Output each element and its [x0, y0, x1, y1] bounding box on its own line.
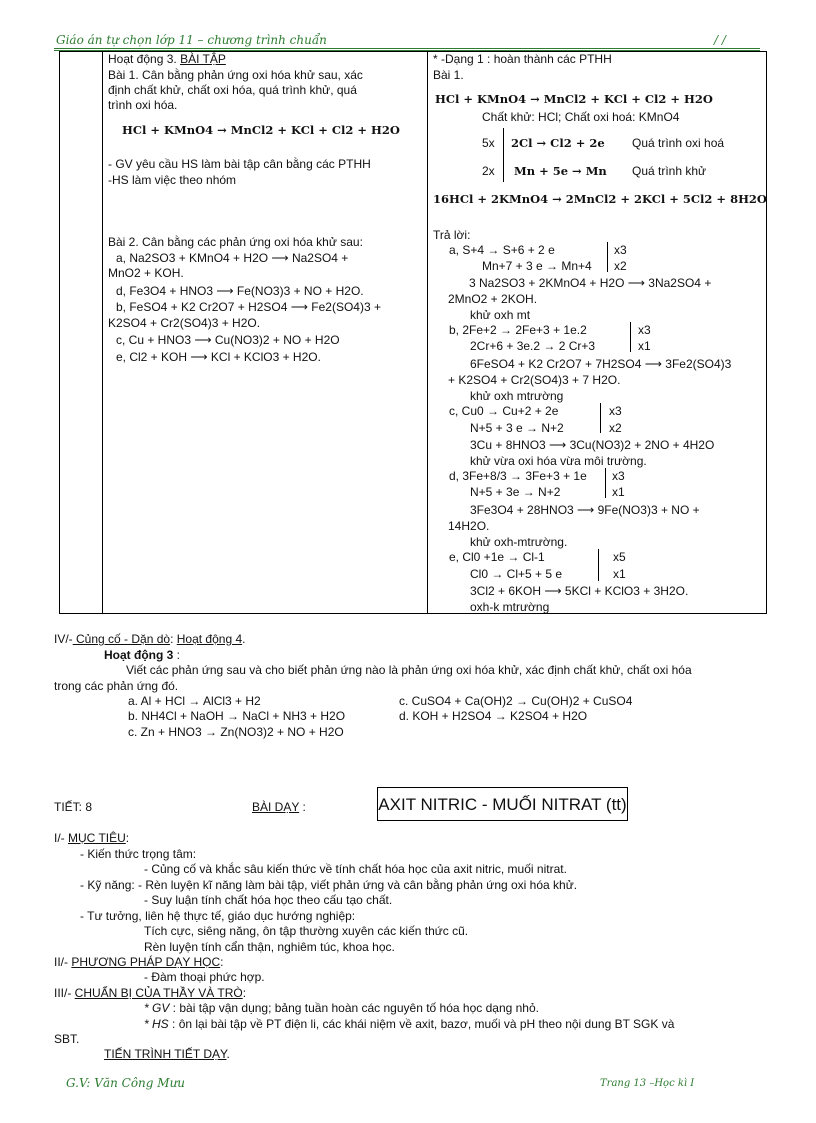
exercise1-line: định chất khử, chất oxi hóa, quá trình khử, quá [108, 83, 357, 97]
reduction-half: Mn + 5e → Mn [514, 164, 607, 178]
exercise2-item: K2SO4 + Cr2(SO4)3 + H2O. [108, 316, 261, 330]
section-consolidation-heading: IV/- Củng cố - Dặn dò: Hoạt động 4. [54, 632, 246, 646]
answer-c-roles: khử vừa oxi hóa vừa môi trường. [470, 454, 647, 468]
reduction-label: Quá trình khử [632, 164, 707, 178]
answer-b-roles: khử oxh mtrường [470, 389, 564, 403]
answer-e-line: 3Cl2 + 6KOH ⟶ 5KCl + KClO3 + 3H2O. [470, 584, 689, 598]
footer-page: Trang 13 –Học kì I [600, 1078, 695, 1089]
answer-b-line: 6FeSO4 + K2 Cr2O7 + 7H2SO4 ⟶ 3Fe2(SO4)3 [470, 357, 732, 371]
prep-student: * HS : ôn lại bài tập về PT điện li, các khái niệm về axit, bazơ, muối và pH theo nội dung BT SGK và [144, 1017, 675, 1031]
answer-a-bracket [607, 242, 608, 272]
answer-d-roles: khử oxh-mtrường. [470, 535, 568, 549]
answer-e-line: e, Cl0 +1e → Cl-1 [449, 550, 545, 564]
header-title: Giáo án tự chọn lớp 11 – chương trình chuẩn [56, 33, 327, 47]
answer-a-line: Mn+7 + 3 e → Mn+4 [482, 259, 592, 273]
answer-b-coef: x3 [638, 323, 651, 337]
teacher-instruction: - GV yêu cầu HS làm bài tập cân bằng các PTHH [108, 157, 371, 171]
answer-e-bracket [598, 549, 599, 581]
header-date: / / [714, 33, 726, 47]
answer-e-coef: x1 [613, 567, 626, 581]
coef-bracket [503, 128, 504, 182]
answer-c-coef: x2 [609, 421, 622, 435]
footer-teacher: G.V: Văn Công Mưu [66, 1076, 186, 1090]
objective-line: - Kỹ năng: - Rèn luyện kĩ năng làm bài tập, viết phản ứng và cân bằng phản ứng oxi hóa khử. [80, 878, 578, 892]
answer-d-coef: x3 [612, 469, 625, 483]
exercise1-line: Bài 1. Cân bằng phản ứng oxi hóa khử sau, xác [108, 68, 363, 82]
reaction-d: d. KOH + H2SO4 → K2SO4 + H2O [399, 709, 588, 723]
answer1-heading: Bài 1. [433, 68, 464, 82]
answer-a-roles: khử oxh mt [470, 308, 531, 322]
answer-a-coef: x2 [614, 259, 627, 273]
answer-a-line: a, S+4 → S+6 + 2 e [449, 243, 555, 257]
exercise2-item: MnO2 + KOH. [108, 266, 184, 280]
answer-b-coef: x1 [638, 339, 651, 353]
oxidation-label: Quá trình oxi hoá [632, 136, 725, 150]
answer-b-line: 2Cr+6 + 3e.2 → 2 Cr+3 [470, 339, 596, 353]
reductant-oxidant: Chất khử: HCl; Chất oxi hoá: KMnO4 [482, 110, 680, 124]
lesson-label: BÀI DẠY : [252, 800, 306, 814]
answer1-equation: HCl + KMnO4 → MnCl2 + KCl + Cl2 + H2O [435, 92, 713, 106]
answer-e-line: Cl0 → Cl+5 + 5 e [470, 567, 563, 581]
student-instruction: -HS làm việc theo nhóm [108, 173, 237, 187]
objective-line: - Kiến thức trọng tâm: [80, 847, 197, 861]
answer-a-line: 2MnO2 + 2KOH. [448, 292, 538, 306]
reaction-c: c. Zn + HNO3 → Zn(NO3)2 + NO + H2O [128, 725, 344, 739]
answer-c-line: c, Cu0 → Cu+2 + 2e [449, 404, 559, 418]
table-divider-1 [102, 51, 103, 614]
answer-a-line: 3 Na2SO3 + 2KMnO4 + H2O ⟶ 3Na2SO4 + [469, 276, 712, 290]
answer-d-bracket [605, 468, 606, 498]
objective-line: - Suy luận tính chất hóa học theo cấu tạo chất. [144, 893, 393, 907]
prep-teacher: * GV : bài tập vận dụng; bảng tuần hoàn các nguyên tố hóa học dạng nhỏ. [144, 1001, 539, 1015]
section-objectives-heading: I/- MỤC TIÊU: [54, 831, 130, 845]
activity3-label: Hoạt động 3 : [104, 648, 180, 662]
answer-e-coef: x5 [613, 550, 626, 564]
objective-line: Tích cực, siêng năng, ôn tập thường xuyên các kiến thức cũ. [144, 924, 469, 938]
exercise1-line: trình oxi hóa. [108, 98, 178, 112]
coef-2x: 2x [482, 164, 495, 178]
coef-5x: 5x [482, 136, 495, 150]
objective-line: - Tư tưởng, liên hệ thực tế, giáo dục hướng nghiệp: [80, 909, 356, 923]
exercise1-equation: HCl + KMnO4 → MnCl2 + KCl + Cl2 + H2O [122, 123, 400, 137]
balanced-equation: 16HCl + 2KMnO4 → 2MnCl2 + 2KCl + 5Cl2 + 8H2O [433, 192, 767, 206]
answer-d-line: 3Fe3O4 + 28HNO3 ⟶ 9Fe(NO3)3 + NO + [470, 503, 700, 517]
reaction-a: a. Al + HCl → AlCl3 + H2 [128, 694, 261, 708]
oxidation-half: 2Cl → Cl2 + 2e [511, 136, 605, 150]
exercise2-item: e, Cl2 + KOH ⟶ KCl + KClO3 + H2O. [116, 350, 321, 364]
objective-line: - Củng cố và khắc sâu kiến thức về tính chất hóa học của axit nitric, muối nitrat. [144, 862, 567, 876]
exercise2-item: d, Fe3O4 + HNO3 ⟶ Fe(NO3)3 + NO + H2O. [116, 284, 364, 298]
section-methods-heading: II/- PHƯƠNG PHÁP DẠY HỌC: [54, 955, 224, 969]
task-paragraph: trong các phản ứng đó. [54, 679, 179, 693]
answers-heading: Trả lời: [433, 228, 471, 242]
answer-b-line: + K2SO4 + Cr2(SO4)3 + 7 H2O. [448, 373, 621, 387]
exercise2-item: b, FeSO4 + K2 Cr2O7 + H2SO4 ⟶ Fe2(SO4)3 + [116, 300, 381, 314]
method-line: - Đàm thoại phức hợp. [144, 970, 265, 984]
answer-c-bracket [600, 403, 601, 433]
exercise2-item: a, Na2SO3 + KMnO4 + H2O ⟶ Na2SO4 + [116, 251, 349, 265]
lesson-title: AXIT NITRIC - MUỐI NITRAT (tt) [377, 787, 628, 821]
reaction-b: b. NH4Cl + NaOH → NaCl + NH3 + H2O [128, 709, 346, 723]
prep-student-cont: SBT. [54, 1032, 80, 1046]
header-rule [54, 48, 760, 49]
answer-a-coef: x3 [614, 243, 627, 257]
answer-d-line: N+5 + 3e → N+2 [470, 485, 561, 499]
section-preparation-heading: III/- CHUẨN BỊ CỦA THẦY VÀ TRÒ: [54, 986, 247, 1000]
answer-d-line: 14H2O. [448, 519, 490, 533]
answer-c-coef: x3 [609, 404, 622, 418]
exercise2-heading: Bài 2. Cân bằng các phản ứng oxi hóa khử sau: [108, 235, 363, 249]
lesson-number: TIẾT: 8 [54, 800, 93, 814]
type1-heading: * -Dạng 1 : hoàn thành các PTHH [433, 52, 612, 66]
reaction-c2: c. CuSO4 + Ca(OH)2 → Cu(OH)2 + CuSO4 [399, 694, 633, 708]
answer-c-line: N+5 + 3 e → N+2 [470, 421, 564, 435]
section-procedure-heading: TIẾN TRÌNH TIẾT DẠY. [104, 1047, 230, 1061]
table-divider-2 [427, 51, 428, 614]
answer-d-line: d, 3Fe+8/3 → 3Fe+3 + 1e [449, 469, 587, 483]
answer-e-roles: oxh-k mtrường [470, 600, 550, 614]
answer-c-line: 3Cu + 8HNO3 ⟶ 3Cu(NO3)2 + 2NO + 4H2O [470, 438, 715, 452]
objective-line: Rèn luyện tính cẩn thận, nghiêm túc, khoa học. [144, 940, 395, 954]
exercise2-item: c, Cu + HNO3 ⟶ Cu(NO3)2 + NO + H2O [116, 333, 340, 347]
answer-d-coef: x1 [612, 485, 625, 499]
activity-heading: Hoạt động 3. BÀI TẬP [108, 52, 226, 66]
task-paragraph: Viết các phản ứng sau và cho biết phản ứng nào là phản ứng oxi hóa khử, xác định chất khử, chất oxi hóa [126, 663, 692, 677]
answer-b-line: b, 2Fe+2 → 2Fe+3 + 1e.2 [449, 323, 587, 337]
answer-b-bracket [630, 322, 631, 352]
